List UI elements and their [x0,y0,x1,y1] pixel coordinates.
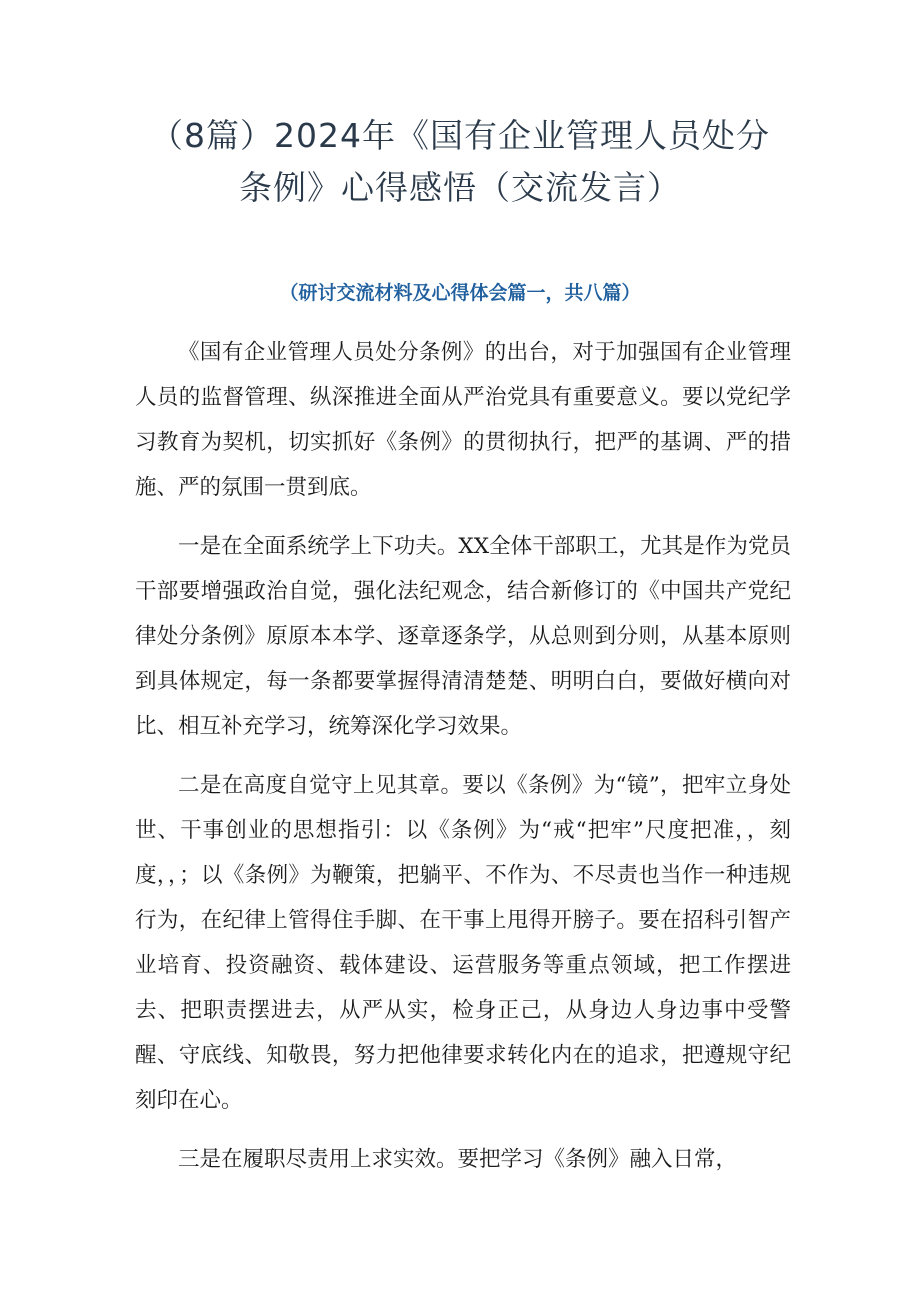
title-line-2: 条例》心得感悟（交流发言） [239,168,681,207]
paragraph-intro: 《国有企业管理人员处分条例》的出台，对于加强国有企业管理人员的监督管理、纵深推进全面从严治党具有重要意义。要以党纪学习教育为契机，切实抓好《条例》的贯彻执行，把严的基调、严的措施、严的氛围一贯到底。 [135,340,791,500]
document-body [135,330,791,1196]
paragraph-point-2: 二是在高度自觉守上见其章。要以《条例》为“镜”，把牢立身处世、干事创业的思想指引：以《条例》为“戒“把牢”尺度把准，，刻度，，；以《条例》为鞭策，把躺平、不作为、不尽责也当作一种违规行为，在纪律上管得住手脚、在干事上甩得开膀子。要在招科引智产业培育、投资融资、载体建设、运营服务等重点领域，把工作摆进去、把职责摆进去，从严从实，检身正己，从身边人身边事中受警醒、守底线、知敬畏，努力把他律要求转化内在的追求，把遵规守纪刻印在心。 [135,773,791,1113]
paragraph-point-1: 一是在全面系统学上下功夫。XX全体干部职工，尤其是作为党员干部要增强政治自觉，强化法纪观念，结合新修订的《中国共产党纪律处分条例》原原本本学、逐章逐条学，从总则到分则，从基本原则到具体规定，每一条都要掌握得清清楚楚、明明白白，要做好横向对比、相互补充学习，统筹深化学习效果。 [135,534,791,739]
document-subtitle: （研讨交流材料及心得体会篇一，共八篇） [279,282,641,304]
title-line-1: （8篇）2024年《国有企业管理人员处分 [150,116,770,155]
paragraph-point-3: 三是在履职尽责用上求实效。要把学习《条例》融入日常， [178,1147,738,1172]
document-title [120,110,800,214]
